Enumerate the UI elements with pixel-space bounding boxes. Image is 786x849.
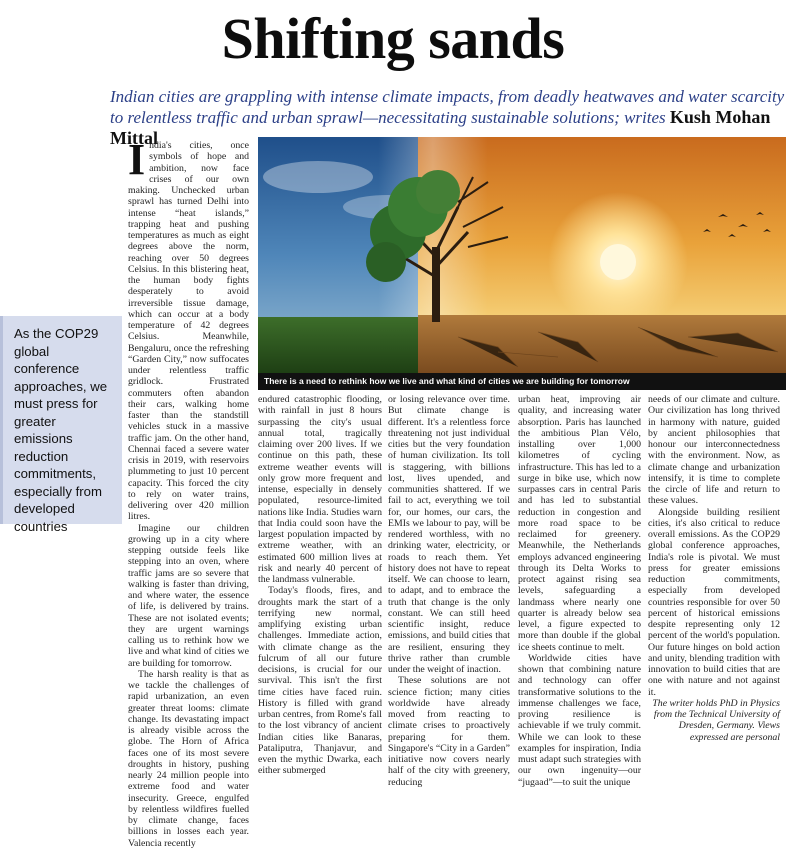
paragraph: ndia's cities, once symbols of hope and ambition, now face crises of our own making. Unchecked urban sprawl has turned Delhi into intense “heat islands,” trapping heat and pushing temperatures as much as eight degrees above the norm, reaching over 50 degrees Celsius. In this blistering heat, the human body fights desperately to avoid irreversible tissue damage, which can occur at a body temperature of 42 degrees Celsius. Meanwhile, Bengaluru, once the refreshing “Garden City,” now suffocates under relentless traffic gridlock. Frustrated commuters often abandon their cars, walking home faster than the standstill vehicles stuck in a massive traffic jam. On the other hand, Chennai faced a severe water crisis in 2019, with reservoirs plummeting to just 10 percent capacity. This forced the city to rely on water trains, delivering over 420 million litres. [128,140,249,523]
author-name: Kush Mohan Mittal [110,107,771,148]
paragraph: or losing relevance over time. But climate change is different. It's a relentless force threatening not just individual cities but the very foundation of human civilization. Its toll is staggering, with billions lost, lives upended, and communities shattered. If we fail to act, everything we toil for, our homes, our cars, the EMIs we labour to pay, will be rendered worthless, with no drinking water, electricity, or roads to reach them. Yet history does not have to repeat itself. We can choose to learn, to adapt, and to embrace the truth that change is the only constant. We can still heed scientific insight, reduce emissions, and build cities that are resilient, ensuring they thrive rather than crumble under the weight of inaction. [388,394,510,675]
column-3 [388,394,510,788]
headline: Shifting sands [221,6,565,71]
drop-cap: I [128,135,146,184]
paragraph: Alongside building resilient cities, it's also critical to reduce overall emissions. As the COP29 global conference approaches, India's role is pivotal. We must press for greater emissions reduction commitments, especially from developed countries responsible for over 50 percent of historical emissions despite representing only 12 percent of the world's population. Our future hinges on bold action and unity, blending tradition with innovation to build cities that are one with nature and not against it. [648,506,780,698]
split-landscape-image [258,137,786,373]
deck-text: Indian cities are grappling with intense climate impacts, from deadly heatwaves and water scarcity to relentless traffic and urban sprawl—necessitating sustainable solutions; writes [110,87,785,127]
column-2 [258,394,382,777]
paragraph: The harsh reality is that as we tackle the challenges of rapid urbanization, an even greater threat looms: climate change. Its devastating impact is already visible across the globe. The Horn of Africa faces one of its most severe droughts in history, pushing nearly 24 million people into extreme food and water insecurity. Greece, engulfed by relentless wildfires fuelled by climate change, faces billions in losses each year. Valencia recently [128,668,249,849]
paragraph: These solutions are not science fiction; many cities worldwide have already moved from reacting to climate crises to proactively preparing for them. Singapore's “City in a Garden” initiative now covers nearly half of the city with greenery, reducing [388,675,510,788]
photo-caption: There is a need to rethink how we live and what kind of cities we are building for tomorrow [258,373,786,390]
paragraph: Imagine our children growing up in a city where stepping outside feels like stepping into an oven, where traffic jams are so severe that walking is faster than driving, and where water, the essence of life, is delivered by trains. These are not isolated events; they are urgent warnings calling us to rethink how we live and what kind of cities we are building for tomorrow. [128,522,249,669]
column-4 [518,394,641,788]
paragraph: urban heat, improving air quality, and increasing water absorption. Paris has launched the ambitious Plan Vélo, installing over 1,000 kilometres of cycling infrastructure. This has led to a surge in bike use, which now surpasses cars in central Paris and has led to substantial reduction in congestion and more road space to be reclaimed for greenery. Meanwhile, the Netherlands employs advanced engineering through its Delta Works to protect against rising sea levels, safeguarding a landmass where nearly one quarter is already below sea level, a figure expected to more than double if the global ice sheets continue to melt. [518,394,641,653]
column-1 [128,135,249,849]
paragraph: Today's floods, fires, and droughts mark the start of a terrifying new normal, amplifying existing urban challenges. Immediate action, with climate change as the fulcrum of all our future decisions, is crucial for our survival. This isn't the first time cities have faced ruin. History is filled with grand urban centres, from Rome's fall to the lost vibrancy of ancient Indian cities like Banaras, Pataliputra, Thanjavur, and even the mythic Dwarka, each either submerged [258,585,382,777]
pull-quote: As the COP29 global conference approaches, we must press for greater emissions reduction commitments, especially from developed countries [0,316,122,524]
author-credit: The writer holds PhD in Physics from the Technical University of Dresden, Germany. Views expressed are personal [652,697,780,743]
paragraph: endured catastrophic flooding, with rainfall in just 8 hours surpassing the city's usual annual total, tragically claiming over 200 lives. If we continue on this path, these extreme weather events will only grow more frequent and intense, especially in densely populated, resource-limited nations like India. Studies warn that India could soon have the largest population impacted by extreme weather, with an estimated 600 million lives at risk and nearly 40 percent of the landmass vulnerable. [258,394,382,585]
paragraph: Worldwide cities have shown that combining nature and technology can offer transformative solutions to the immense challenges we face, proving resilience is achievable if we truly commit. While we can look to these examples for inspiration, India must adapt such strategies with our own ingenuity—our “jugaad”—to suit the unique [518,652,641,788]
column-5 [648,394,780,743]
lead-photo [258,137,786,373]
paragraph: needs of our climate and culture. Our civilization has long thrived in harmony with nature, guided by ancient philosophies that honour our interconnectedness with the environment. Now, as climate change and urbanization intensify, it is time to complete the circle of life and return to these values. [648,394,780,507]
